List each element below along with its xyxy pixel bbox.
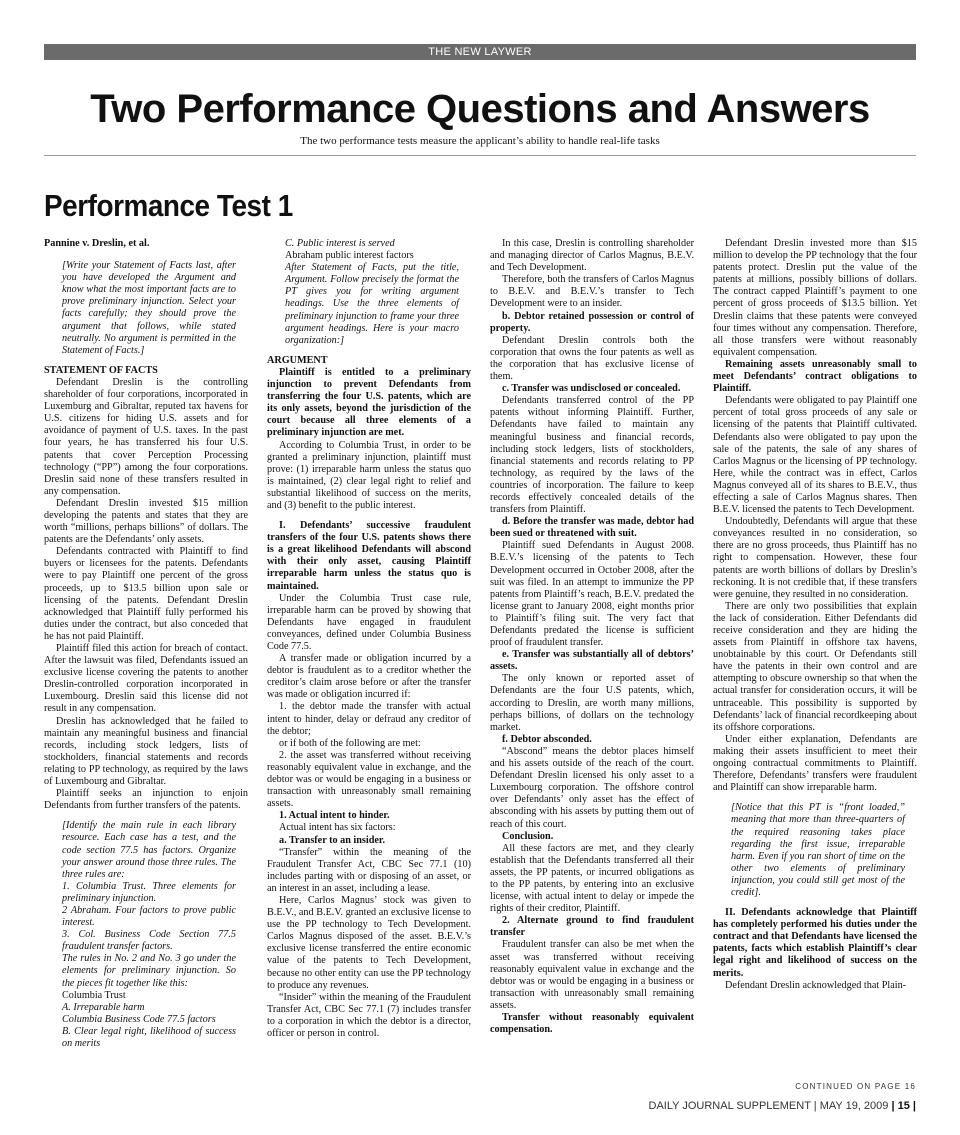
paragraph: The only known or reported asset of Defendants are the four U.S patents, which, according to Dreslin, are worth many millions, perhaps billions, of dollars on the technology market.: [490, 673, 694, 733]
paragraph: Undoubtedly, Defendants will argue that these conveyances resulted in no consideration, so there are no gross proceeds, thus Plaintiff has no right to compensation. However, these four patents are worth billions of dollars by Dreslin’s reckoning. It is not credible that, if these transfers were genuine, they resulted in no consideration.: [713, 516, 917, 600]
subheading: Remaining assets unreasonably small to meet Defendants’ contract obligations to Plaintiff.: [713, 358, 917, 395]
case-name: Pannine v. Dreslin, et al.: [44, 238, 150, 249]
paragraph: Defendants were obligated to pay Plaintiff one percent of total gross proceeds of any sale or licensing of the patents that Plaintiff cultivated. Defendants also were obligated to pay upon the sale of the patents, the sale of any shares of Carlos Magnus or the licensing of PP technology. Here, while the contract was in effect, Carlos Magnus conveyed all of its shares to B.E.V., thus effecting a sale of Carlos Magnus shares. Then B.E.V. licensed the patents to Tech Development.: [713, 395, 917, 516]
page-subtitle: The two performance tests measure the applicant’s ability to handle real-life tasks: [300, 135, 660, 147]
section-banner: THE NEW LAYWER: [44, 44, 916, 60]
column-3: [490, 238, 694, 1036]
subheading: Conclusion.: [502, 830, 554, 842]
instruction-note: C. Public interest is served Abraham public interest factors After Statement of Facts, put the title, Argument. Follow precisely the format the PT gives you for writing argument headings. Use the three elements of preliminary injunction to frame your three argument headings. Here is your macro organization:]: [285, 238, 459, 346]
heading-two: II. Defendants acknowledge that Plaintiff has completely performed his duties under the contract and that Defendants have licensed the patents, facts which establish Plaintiff’s clear legal right and likelihood of success on the merits.: [713, 907, 917, 979]
paragraph: Defendant Dreslin invested $15 million developing the patents and states that they are worth “millions, perhaps billions” of dollars. The patents are the Defendants’ only assets.: [44, 497, 248, 546]
paragraph: A transfer made or obligation incurred by a debtor is fraudulent as to a creditor whether the creditor’s claim arose before or after the transfer was made or obligation incurred if:: [267, 653, 471, 701]
subheading: d. Before the transfer was made, debtor had been sued or threatened with suit.: [490, 516, 694, 540]
page-footer: [649, 1100, 916, 1112]
column-2: [267, 238, 471, 1040]
paragraph: Plaintiff seeks an injunction to enjoin Defendants from further transfers of the patents.: [44, 788, 248, 812]
paragraph: Dreslin has acknowledged that he failed to maintain any meaningful business and financial records, including stock ledgers, lists of stockholders, financial statements and records relating to PP technology, as required by the laws of Luxembourg and Gibraltar.: [44, 715, 248, 788]
paragraph: 1. the debtor made the transfer with actual intent to hinder, delay or defraud any creditor of the debtor;: [267, 701, 471, 737]
paragraph: Plaintiff sued Defendants in August 2008. B.E.V.’s licensing of the patents to Tech Development occurred in October 2008, after the suit was filed. In an attempt to immunize the PP patents from Plaintiff’s reach, B.E.V. predated the license grant to January 2008, eight months prior to Plaintiff’s filing suit. The very fact that Defendants predated the license is sufficient proof of fraudulent transfer.: [490, 540, 694, 649]
paragraph: All these factors are met, and they clearly establish that the Defendants transferred all their assets, the PP patents, or incurred obligations as to the PP patents, by entering into an exclusive license, with actual intent to delay or impede the rights of their creditor, Plaintiff.: [490, 842, 694, 915]
subheading: c. Transfer was undisclosed or concealed.: [502, 383, 681, 395]
paragraph: Defendant Dreslin invested more than $15 million to develop the PP technology that the four patents protect. Dreslin put the value of the patents at millions, possibly billions of dollars. The contract capped Plaintiff’s payment to one percent of gross proceeds of $13.5 billion. Yet Dreslin claims that these patents were conveyed four times without any compensation. Therefore, all those transfers were without reasonably equivalent compensation.: [713, 238, 917, 358]
issue-date: MAY 19, 2009: [819, 1100, 889, 1112]
paragraph: Plaintiff filed this action for breach of contact. After the lawsuit was filed, Defendants issued an exclusive license covering the patents to another Dreslin-controlled corporation incorporated in Luxembourg. Dreslin said this license did not result in any compensation.: [44, 643, 248, 715]
subheading: 2. Alternate ground to find fraudulent transfer: [490, 915, 694, 939]
paragraph: Under either explanation, Defendants are making their assets insufficient to meet their ongoing contractual commitments to Plaintiff. Therefore, Defendants’ transfers were fraudulent and Plaintiff can show irreparable harm.: [713, 733, 917, 794]
paragraph: Actual intent has six factors:: [279, 822, 396, 834]
argument-heading: ARGUMENT: [267, 354, 328, 366]
paragraph: “Transfer” within the meaning of the Fraudulent Transfer Act, CBC Sec 77.1 (10) includes parting with or disposing of an asset, or an interest in an asset, including a lease.: [267, 846, 471, 894]
subheading: a. Transfer to an insider.: [279, 834, 386, 846]
heading-one: I. Defendants’ successive fraudulent transfers of the four U.S. patents shows there is a great likelihood Defendants will abscond with their only asset, causing Plaintiff irreparable harm unless the status quo is maintained.: [267, 520, 471, 592]
instruction-note: [Write your Statement of Facts last, after you have developed the Argument and know what the most important facts are to prove preliminary injunction. Select your facts carefully; they should prove the argument that follows, while stated neutrally. No argument is permitted in the Statement of Facts.]: [62, 260, 236, 356]
subheading: 1. Actual intent to hinder.: [279, 810, 390, 822]
subheading: Transfer without reasonably equivalent compensation.: [490, 1012, 694, 1036]
page-number: 15: [897, 1100, 910, 1112]
paragraph: In this case, Dreslin is controlling shareholder and managing director of Carlos Magnus, B.E.V. and Tech Development.: [490, 238, 694, 274]
page-title: Two Performance Questions and Answers: [90, 87, 870, 131]
paragraph: Under the Columbia Trust case rule, irreparable harm can be proved by showing that Defendants have engaged in fraudulent conveyances, defined under Columbia Business Code 77.5.: [267, 592, 471, 652]
paragraph: Defendant Dreslin is the controlling shareholder of four corporations, incorporated in Luxemburg and Gibraltar, reputed tax havens for U.S. citizens for hiding U.S. assets and for avoidance of payment of U.S. taxes. In the past four years, he has transferred his four U.S. patents that cover Perception Processing technology (“PP”) among the four corporations. Dreslin said none of these transfers resulted in any compensation.: [44, 376, 248, 497]
column-1: [44, 238, 248, 1050]
paragraph: Here, Carlos Magnus’ stock was given to B.E.V., and B.E.V. granted an exclusive license to use the PP technology to Tech Development. Carlos Magnus disposed of the asset. B.E.V.’s exclusive license transferred the entire economic value of the patents to Tech Development, because no other entity can use the PP technology to produce any revenues.: [267, 894, 471, 991]
subheading: f. Debtor absconded.: [502, 733, 592, 745]
paragraph: Therefore, both the transfers of Carlos Magnus to B.E.V. and B.E.V.’s transfer to Tech Development were to an insider.: [490, 274, 694, 310]
paragraph: or if both of the following are met:: [279, 737, 421, 749]
paragraph: Defendants contracted with Plaintiff to find buyers or licensees for the patents. Defendants were to pay Plaintiff one percent of the gross proceeds, up to $13.5 billion upon sale or licensing of the patents. Defendant Dreslin acknowledged that Plaintiff fully performed his duties under the contract, but also conceded that he has not paid Plaintiff.: [44, 546, 248, 642]
paragraph: 2. the asset was transferred without receiving reasonably equivalent value in exchange, and the debtor was or would be engaging in a business or transaction with unreasonably small remaining assets.: [267, 749, 471, 810]
separator: |: [891, 1100, 895, 1112]
instruction-note: [Identify the main rule in each library resource. Each case has a test, and the code section 77.5 has factors. Organize your answer around those three rules. The three rules are: 1. Columbia Trust. Three elements for preliminary injunction. 2 Abraham. Four factors to prove public interest. 3. Col. Business Code Section 77.5 fraudulent transfer factors. The rules in No. 2 and No. 3 go under the elements for preliminary injunction. So the pieces fit together like this: Columbia Trust A. Irreparable harm Columbia Business Code 77.5 factors B. Clear legal right, likelihood of success on merits: [62, 820, 236, 1049]
paragraph: There are only two possibilities that explain the lack of consideration. Either Defendants did receive consideration and they are hiding the assets from Plaintiff in offshore tax havens, unobtainable by this court. Or Defendants still have the patents in their own control and are attempting to obscure ownership so that when the actual transfer for consideration occurs, it will be untraceable. This possibility is supported by Defendants’ lack of financial recordkeeping about its offshore corporations.: [713, 600, 917, 733]
continued-note: CONTINUED ON PAGE 16: [795, 1082, 916, 1091]
section-title: Performance Test 1: [44, 188, 293, 223]
divider: [44, 155, 916, 156]
paragraph: Defendant Dreslin acknowledged that Plain-: [725, 979, 907, 991]
paragraph: Fraudulent transfer can also be met when the asset was transferred without receiving reasonably equivalent value in exchange and the debtor was or would be engaging in a business or transaction with unreasonably small remaining assets.: [490, 939, 694, 1011]
subheading: e. Transfer was substantially all of debtors’ assets.: [490, 649, 694, 673]
separator: |: [813, 1100, 817, 1112]
paragraph: Defendants transferred control of the PP patents without informing Plaintiff. Further, Defendants have failed to maintain any meaningful business and financial records, including stock ledgers, lists of stockholders, financial statements and records relating to PP technology, as required by the laws of the countries of incorporation. The failure to keep records effectively concealed details of the transfers from Plaintiff.: [490, 395, 694, 516]
argument-thesis: Plaintiff is entitled to a preliminary injunction to prevent Defendants from transferring the four U.S. patents, which are its only assets, beyond the jurisdiction of the court because all three elements of a preliminary injunction are met.: [267, 366, 471, 439]
paragraph: “Insider” within the meaning of the Fraudulent Transfer Act, CBC Sec 77.1 (7) includes transfer to a corporation in which the debtor is a director, officer or person in control.: [267, 991, 471, 1039]
column-4: [713, 238, 917, 992]
paragraph: “Abscond” means the debtor places himself and his assets outside of the reach of the court. Defendant Dreslin licensed his only asset to a Luxembourg corporation. The offshore control over Defendants’ only asset has the effect of absconding with his assets by putting them out of reach of this court.: [490, 745, 694, 830]
publication-name: DAILY JOURNAL SUPPLEMENT: [648, 1100, 811, 1112]
instruction-note: [Notice that this PT is “front loaded,” meaning that more than three-quarters of the required reasoning takes place regarding the first issue, irreparable harm. Even if you ran short of time on the other two elements of preliminary injunction, you could still get most of the credit].: [731, 802, 905, 898]
paragraph: Defendant Dreslin controls both the corporation that owns the four patents as well as the corporation that has exclusive license of them.: [490, 334, 694, 383]
separator: |: [912, 1100, 916, 1112]
subheading: b. Debtor retained possession or control of property.: [490, 310, 694, 334]
sof-heading: STATEMENT OF FACTS: [44, 364, 158, 376]
paragraph: According to Columbia Trust, in order to be granted a preliminary injunction, plaintiff must prove: (1) irreparable harm unless the status quo is maintained, (2) clear legal right to relief and substantial likelihood of success on the merits, and (3) benefit to the public interest.: [267, 439, 471, 511]
